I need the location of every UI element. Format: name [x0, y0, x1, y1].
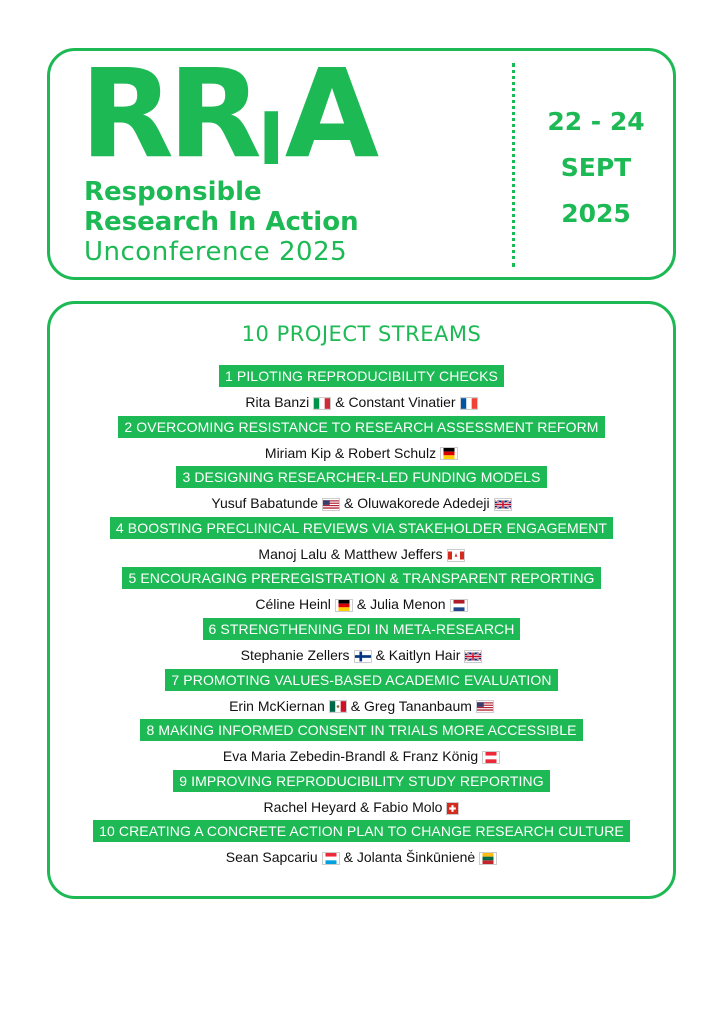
stream-item [50, 416, 673, 467]
stream-label: 6 STRENGTHENING EDI IN META-RESEARCH [203, 618, 521, 640]
stream-label: 8 MAKING INFORMED CONSENT IN TRIALS MORE ACCESSIBLE [140, 719, 582, 741]
lead-name: & Kaitlyn Hair [375, 646, 461, 663]
stream-label: 4 BOOSTING PRECLINICAL REVIEWS VIA STAKEHOLDER ENGAGEMENT [110, 517, 613, 539]
rria-logo [80, 43, 374, 185]
logo-letter-a: A [284, 43, 374, 185]
netherlands-flag-icon [446, 596, 468, 612]
lead-name: Miriam Kip & Robert Schulz [264, 444, 437, 461]
usa-flag-icon [318, 495, 340, 511]
stream-label: 5 ENCOURAGING PREREGISTRATION & TRANSPARENT REPORTING [122, 567, 600, 589]
tagline-research-in-action: Research In Action [84, 207, 359, 237]
lead-name: Sean Sapcariu [225, 849, 318, 866]
lead-name: & Jolanta Šinkūnienė [343, 849, 476, 866]
lead-name: Rachel Heyard & Fabio Molo [263, 798, 443, 815]
stream-label: 3 DESIGNING RESEARCHER-LED FUNDING MODELS [176, 466, 546, 488]
finland-flag-icon [350, 647, 372, 663]
lead-name: Manoj Lalu & Matthew Jeffers [258, 545, 443, 562]
dotted-divider [512, 63, 515, 267]
date-range: 22 - 24 [547, 107, 645, 136]
switzerland-flag-icon [442, 799, 459, 815]
lithuania-flag-icon [475, 849, 497, 865]
stream-item [50, 365, 673, 416]
canada-flag-icon [443, 546, 465, 562]
stream-item [50, 669, 673, 720]
lead-name: & Constant Vinatier [335, 394, 456, 410]
lead-name: Eva Maria Zebedin-Brandl & Franz König [222, 748, 479, 765]
stream-leads [50, 797, 673, 817]
stream-leads [50, 696, 673, 716]
luxembourg-flag-icon [318, 849, 340, 865]
stream-leads [50, 746, 673, 766]
lead-name: Erin McKiernan [229, 697, 325, 714]
stream-item [50, 770, 673, 821]
lead-name: & Julia Menon [356, 596, 446, 613]
header-panel [47, 43, 676, 280]
stream-leads [50, 645, 673, 665]
stream-leads [50, 847, 673, 867]
usa-flag-icon [472, 698, 494, 714]
stream-item [50, 820, 673, 871]
austria-flag-icon [478, 748, 500, 764]
mexico-flag-icon [325, 698, 347, 714]
logo-letter-i: I [257, 97, 283, 181]
lead-name: Stephanie Zellers [240, 646, 350, 663]
stream-leads [50, 392, 673, 412]
stream-label: 9 IMPROVING REPRODUCIBILITY STUDY REPORTING [173, 770, 549, 792]
uk-flag-icon [490, 495, 512, 511]
stream-item [50, 517, 673, 568]
tagline-responsible: Responsible [84, 177, 262, 207]
stream-label: 10 CREATING A CONCRETE ACTION PLAN TO CHANGE RESEARCH CULTURE [93, 820, 630, 842]
lead-name: & Greg Tananbaum [350, 697, 472, 714]
lead-name: Rita Banzi [245, 394, 310, 410]
stream-item [50, 719, 673, 770]
germany-flag-icon [331, 596, 353, 612]
event-dates [520, 107, 672, 245]
stream-label: 1 PILOTING REPRODUCIBILITY CHECKS [219, 365, 504, 387]
date-month: SEPT [560, 153, 632, 182]
stream-leads [50, 443, 673, 463]
stream-label: 2 OVERCOMING RESISTANCE TO RESEARCH ASSESSMENT REFORM [118, 416, 604, 438]
stream-leads [50, 594, 673, 614]
streams-list [50, 365, 673, 871]
italy-flag-icon [309, 394, 331, 410]
lead-name: & Oluwakorede Adedeji [344, 495, 490, 512]
date-year: 2025 [561, 199, 631, 228]
streams-panel [47, 301, 676, 899]
france-flag-icon [456, 394, 478, 410]
uk-flag-icon [460, 647, 482, 663]
tagline-unconference: Unconference 2025 [84, 237, 348, 267]
stream-item [50, 618, 673, 669]
streams-title: 10 PROJECT STREAMS [241, 322, 482, 346]
stream-leads [50, 493, 673, 513]
stream-label: 7 PROMOTING VALUES-BASED ACADEMIC EVALUATION [165, 669, 557, 691]
stream-leads [50, 544, 673, 564]
stream-item [50, 466, 673, 517]
lead-name: Céline Heinl [255, 596, 331, 613]
logo-letters-rr: RR [80, 43, 256, 185]
stream-item [50, 567, 673, 618]
germany-flag-icon [436, 445, 458, 461]
lead-name: Yusuf Babatunde [211, 495, 319, 512]
